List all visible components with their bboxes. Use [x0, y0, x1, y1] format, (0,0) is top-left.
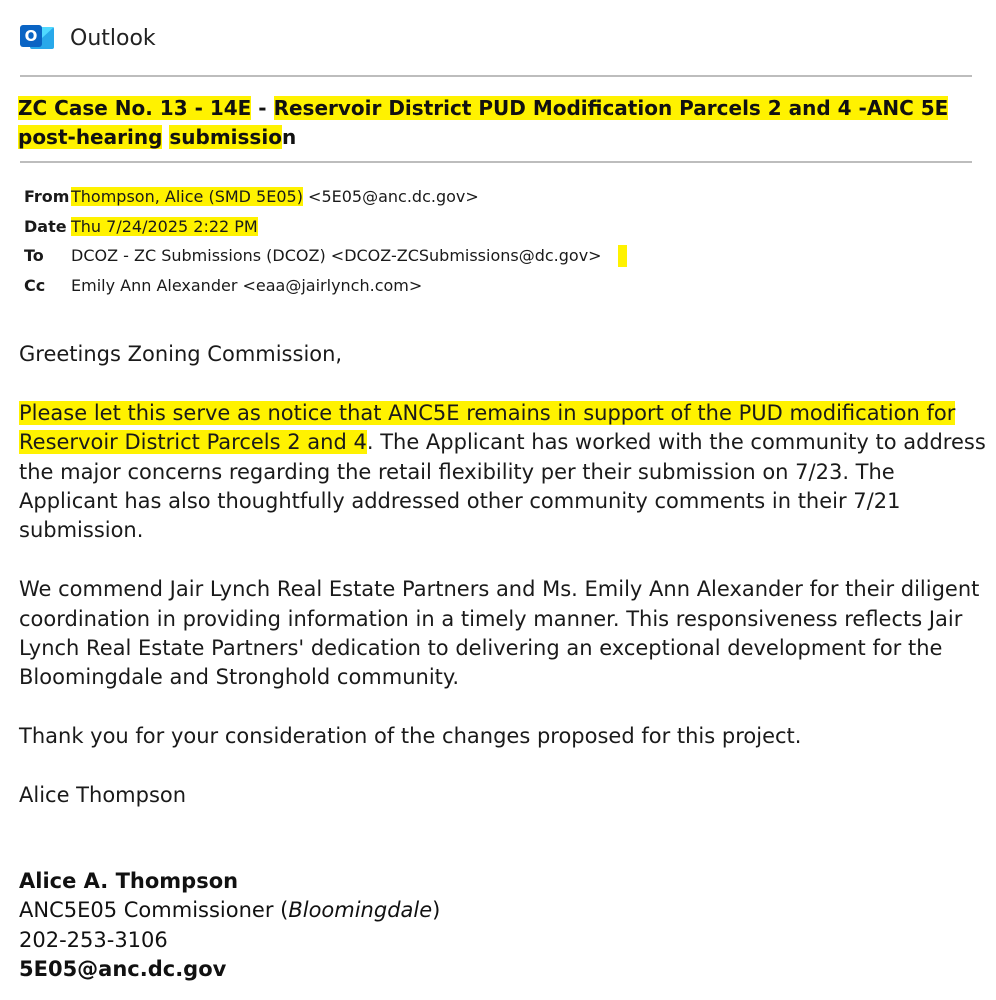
body-paragraph-2: We commend Jair Lynch Real Estate Partners and Ms. Emily Ann Alexander for their diligent coordination in providing information in a timely manner. This responsiveness reflects Jair Lynch Real Estate Partners' dedication to delivering an exceptional development for the Bloomingdale and Stronghold community.: [19, 577, 980, 690]
date-value: Thu 7/24/2025 2:22 PM: [71, 216, 258, 236]
email-signature: [19, 867, 440, 985]
email-body: [19, 340, 994, 840]
to-row: [24, 241, 627, 271]
subject-title: Reservoir District PUD Modification Parcels 2 and 4 -ANC 5E post-hearing: [18, 96, 949, 149]
subject-title-last-letter: n: [281, 125, 297, 149]
from-name[interactable]: Thompson, Alice (SMD 5E05): [71, 187, 303, 207]
subject-case-number: ZC Case No. 13 - 14E: [18, 96, 252, 120]
app-title: Outlook: [70, 25, 156, 51]
from-label: From: [24, 187, 70, 207]
cc-row: [24, 271, 627, 301]
subject-separator: -: [251, 96, 274, 120]
from-row: [24, 182, 627, 212]
app-header: [20, 18, 156, 58]
email-subject: [18, 94, 978, 152]
body-paragraph-1-rest: . The Applicant has worked with the community to address the major concerns regarding the retail flexibility per their submission on 7/23. The Applicant has also thoughtfully addressed other community comments in their 7/21 submission.: [19, 430, 986, 543]
from-email[interactable]: <5E05@anc.dc.gov>: [302, 187, 479, 207]
support-notice-highlight: Please let this serve as notice that ANC5E remains in support of the PUD modification for Reservoir District Parcels 2 and 4: [19, 400, 956, 455]
subject-divider: [20, 161, 972, 163]
body-paragraph-3: Thank you for your consideration of the changes proposed for this project.: [19, 724, 802, 749]
closing-name: Alice Thompson: [19, 783, 187, 808]
to-value[interactable]: DCOZ - ZC Submissions (DCOZ) <DCOZ-ZCSubmissions@dc.gov>: [71, 246, 602, 266]
body-paragraph-1: [19, 399, 994, 546]
greeting: Greetings Zoning Commission,: [19, 342, 343, 366]
highlight-mark: [618, 245, 627, 267]
cc-label: Cc: [24, 275, 46, 295]
signature-phone: 202-253-3106: [19, 927, 168, 952]
outlook-logo-icon: O: [20, 21, 56, 55]
date-row: [24, 212, 627, 242]
email-headers: [24, 182, 627, 300]
signature-title: ANC5E05 Commissioner (Bloomingdale): [19, 898, 441, 923]
date-label: Date: [24, 216, 67, 236]
signature-name: Alice A. Thompson: [19, 869, 239, 893]
signature-area: Bloomingdale: [288, 898, 433, 923]
to-label: To: [24, 246, 44, 266]
signature-email[interactable]: 5E05@anc.dc.gov: [19, 957, 227, 982]
cc-value[interactable]: Emily Ann Alexander <eaa@jairlynch.com>: [71, 275, 423, 295]
subject-title-end: submissio: [169, 125, 282, 149]
header-divider: [20, 75, 972, 77]
